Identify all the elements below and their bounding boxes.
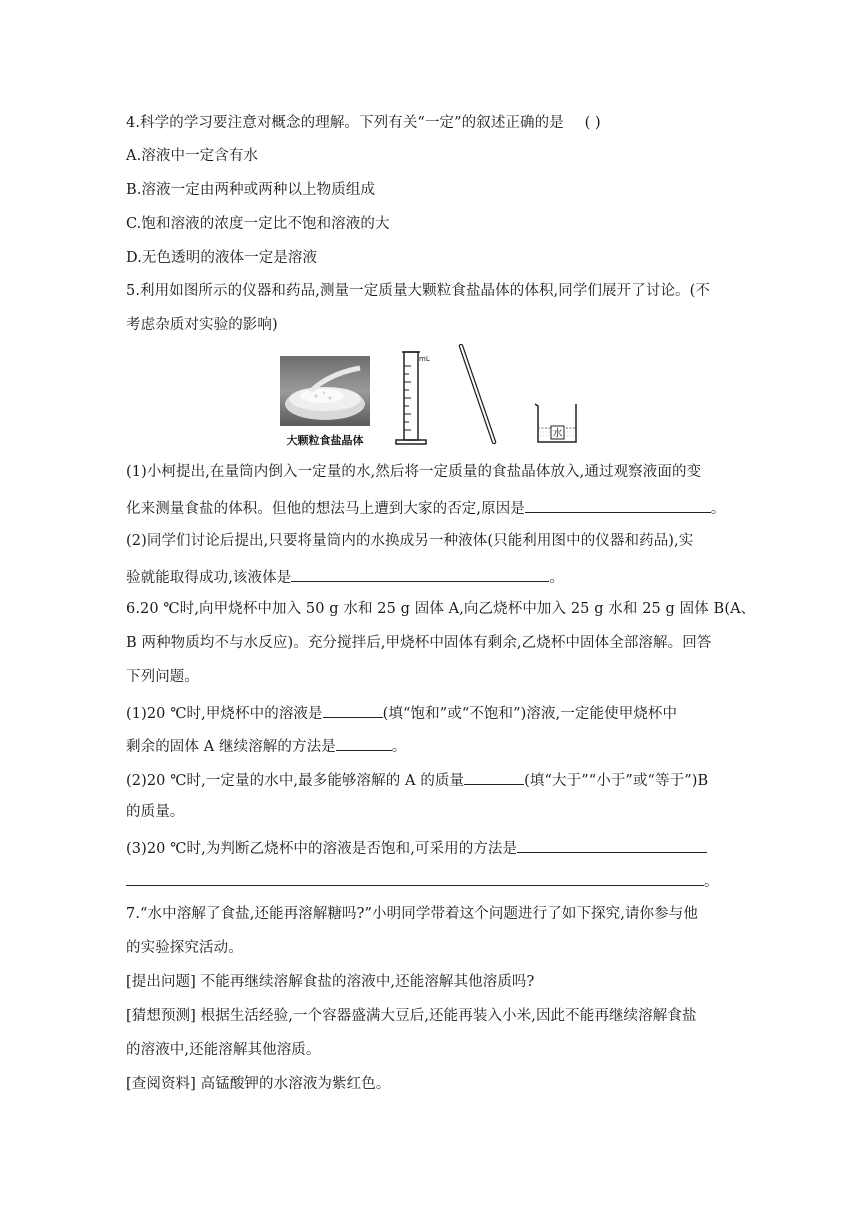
q7-info: [查阅资料] 高锰酸钾的水溶液为紫红色。 (126, 1076, 391, 1092)
q5-stem-line1: 5.利用如图所示的仪器和药品,测量一定质量大颗粒食盐晶体的体积,同学们展开了讨论。(不 (126, 283, 711, 299)
q7-ask: [提出问题] 不能再继续溶解食盐的溶液中,还能溶解其他溶质吗? (126, 974, 535, 990)
glass-rod (461, 346, 494, 442)
q6-stem-line1: 6.20 ℃时,向甲烧杯中加入 50 g 水和 25 g 固体 A,向乙烧杯中加入 25 g 水和 25 g 固体 B(A、 (126, 601, 756, 617)
q6-part3-blank-2[interactable] (126, 869, 704, 886)
apparatus-illustration (280, 344, 600, 450)
q5-part1-line2 (126, 496, 726, 519)
q6-part1-line2 (126, 734, 406, 757)
q6-part2-blank[interactable] (464, 768, 524, 785)
q6-part3-end: 。 (704, 874, 719, 890)
q5-part1-answer-blank[interactable] (525, 496, 711, 513)
q4-option-d: D.无色透明的液体一定是溶液 (126, 250, 318, 266)
q6-part1-line1 (126, 701, 677, 724)
beaker-water-label: 水 (552, 428, 563, 440)
q4-option-a: A.溶液中一定含有水 (126, 148, 259, 164)
q6-part3-text: (3)20 ℃时,为判断乙烧杯中的溶液是否饱和,可采用的方法是 (126, 841, 518, 857)
salt-crystal-photo (280, 356, 370, 426)
q4-option-b: B.溶液一定由两种或两种以上物质组成 (126, 182, 376, 198)
q6-part1-text-b: (填“饱和”或“不饱和”)溶液,一定能使甲烧杯中 (382, 706, 678, 722)
q5-stem-line2: 考虑杂质对实验的影响) (126, 317, 278, 333)
q6-part1-blank-2[interactable] (336, 734, 392, 751)
q7-stem-line2: 的实验探究活动。 (126, 940, 243, 956)
q6-part1-text-a: (1)20 ℃时,甲烧杯中的溶液是 (126, 706, 323, 722)
q6-part1-end: 。 (391, 739, 407, 755)
q5-part2-answer-blank[interactable] (291, 565, 549, 582)
q7-stem-line1: 7.“水中溶解了食盐,还能再溶解糖吗?”小明同学带着这个问题进行了如下探究,请你参与他 (126, 906, 698, 922)
q6-part3-line2 (126, 869, 719, 892)
q7-guess-line2: 的溶液中,还能溶解其他溶质。 (126, 1042, 321, 1058)
q6-part3-blank-1[interactable] (517, 836, 707, 853)
q6-part3-line1 (126, 836, 707, 859)
q7-guess-line1: [猜想预测] 根据生活经验,一个容器盛满大豆后,还能再装入小米,因此不能再继续溶解食盐 (126, 1008, 697, 1024)
graduated-cylinder (396, 352, 426, 444)
q6-part1-text-c: 剩余的固体 A 继续溶解的方法是 (126, 739, 336, 755)
apparatus-figure (280, 344, 600, 450)
salt-crystal-caption: 大颗粒食盐晶体 (286, 434, 364, 447)
q5-part2-end: 。 (549, 570, 564, 586)
q5-part2-line1: (2)同学们讨论后提出,只要将量筒内的水换成另一种液体(只能利用图中的仪器和药品),实 (126, 533, 694, 549)
q6-part1-blank-1[interactable] (323, 701, 383, 718)
q6-stem-line3: 下列问题。 (126, 669, 199, 685)
q6-stem-line2: B 两种物质均不与水反应)。充分搅拌后,甲烧杯中固体有剩余,乙烧杯中固体全部溶解。回答 (126, 635, 712, 651)
q5-part1-line1: (1)小柯提出,在量筒内倒入一定量的水,然后将一定质量的食盐晶体放入,通过观察液面的变 (126, 464, 702, 480)
cylinder-ml-label: mL (419, 355, 430, 363)
q4-stem (126, 113, 601, 133)
q4-answer-paren: ( ) (584, 115, 601, 131)
q6-part2-text-b: (填“大于”“小于”或“等于”)B (524, 773, 709, 789)
q5-part1-end: 。 (710, 501, 726, 517)
q4-option-c: C.饱和溶液的浓度一定比不饱和溶液的大 (126, 216, 390, 232)
q5-part1-text: 化来测量食盐的体积。但他的想法马上遭到大家的否定,原因是 (126, 501, 525, 517)
q6-part2-line2: 的质量。 (126, 804, 185, 820)
q5-part2-line2 (126, 565, 564, 588)
q6-part2-line1 (126, 768, 708, 791)
q5-part2-text: 验就能取得成功,该液体是 (126, 570, 292, 586)
q4-stem-text: 4.科学的学习要注意对概念的理解。下列有关“一定”的叙述正确的是 (126, 115, 564, 131)
q6-part2-text-a: (2)20 ℃时,一定量的水中,最多能够溶解的 A 的质量 (126, 773, 465, 789)
